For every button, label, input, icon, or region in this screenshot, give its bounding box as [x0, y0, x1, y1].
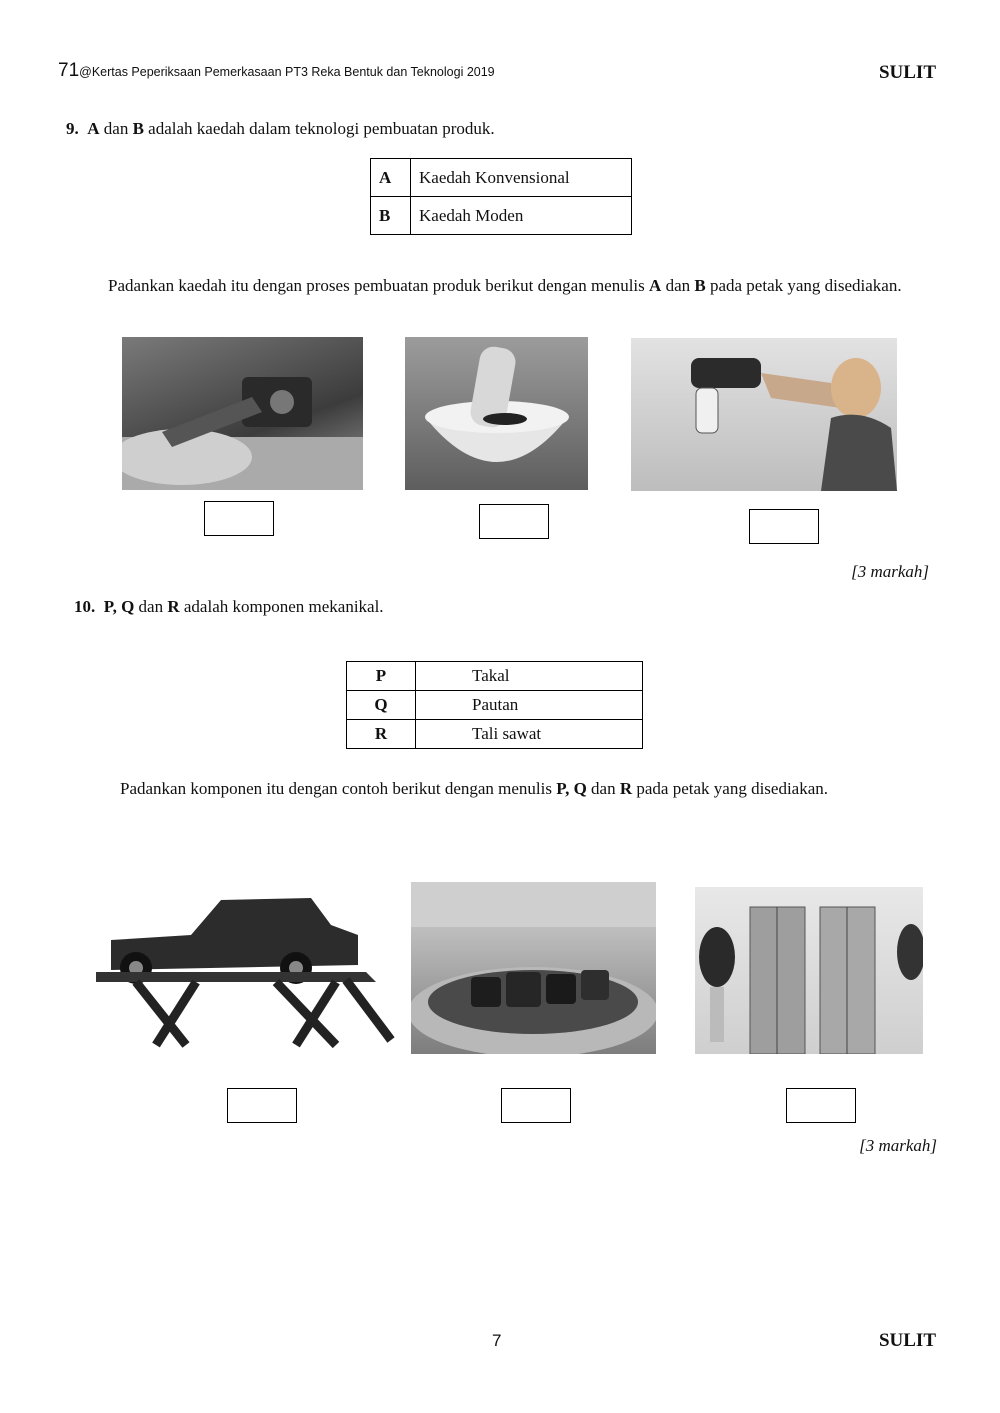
- q9-key-a: A: [371, 159, 411, 197]
- q9-instruction-a: A: [649, 276, 662, 295]
- table-row: [347, 720, 643, 749]
- q10-stem-mid: dan: [134, 597, 168, 616]
- q10-answer-box-3[interactable]: [786, 1088, 856, 1123]
- q10-instruction: [120, 776, 920, 801]
- q10-stem-r: R: [167, 597, 180, 616]
- baggage-carousel-photo: [411, 882, 656, 1054]
- table-row: [371, 159, 632, 197]
- q9-number: 9.: [66, 119, 79, 138]
- q10-value-p: Takal: [416, 662, 643, 691]
- q10-answer-box-1[interactable]: [227, 1088, 297, 1123]
- q10-marks: [3 markah]: [859, 1136, 937, 1155]
- mortar-pestle-photo: [405, 337, 588, 490]
- q10-instruction-part1: Padankan komponen itu dengan contoh berikut dengan menulis: [120, 779, 557, 798]
- q9-answer-box-2[interactable]: [479, 504, 549, 539]
- q9-instruction-part3: pada petak yang disediakan.: [705, 276, 902, 295]
- q10-instruction-part2: dan: [586, 779, 620, 798]
- q9-stem-rest: adalah kaedah dalam teknologi pembuatan produk.: [143, 119, 495, 138]
- q10-stem: [74, 597, 384, 617]
- q10-key-q: Q: [347, 691, 416, 720]
- q9-stem-a: A: [87, 119, 100, 138]
- table-row: [347, 691, 643, 720]
- table-row: [371, 197, 632, 235]
- q10-answer-box-2[interactable]: [501, 1088, 571, 1123]
- header-title: @Kertas Peperiksaan Pemerkasaan PT3 Reka Bentuk dan Teknologi 2019: [79, 65, 495, 79]
- q10-component-table: [346, 661, 643, 749]
- footer-classification: SULIT: [878, 1330, 936, 1351]
- elevator-photo: [695, 887, 923, 1054]
- q10-key-p: P: [347, 662, 416, 691]
- header-page-prefix: 71: [58, 60, 80, 81]
- q9-marks: [3 markah]: [851, 562, 929, 581]
- q9-instruction-part1: Padankan kaedah itu dengan proses pembuatan produk berikut dengan menulis: [108, 276, 650, 295]
- q9-stem-b: B: [132, 119, 144, 138]
- q9-key-b: B: [371, 197, 411, 235]
- q10-stem-pq: P, Q: [103, 597, 135, 616]
- q10-instruction-part3: pada petak yang disediakan.: [632, 779, 829, 798]
- page-header: [58, 60, 495, 82]
- q9-value-b: Kaedah Moden: [411, 197, 632, 235]
- q10-instruction-r: R: [619, 779, 633, 798]
- spray-gun-photo: [631, 338, 897, 491]
- q9-instruction: [108, 273, 928, 298]
- q9-value-a: Kaedah Konvensional: [411, 159, 632, 197]
- q10-value-q: Pautan: [416, 691, 643, 720]
- chainsaw-photo: [122, 337, 363, 490]
- q9-answer-box-3[interactable]: [749, 509, 819, 544]
- q9-stem: [66, 119, 495, 139]
- q9-stem-mid: dan: [99, 119, 133, 138]
- table-row: [347, 662, 643, 691]
- q10-value-r: Tali sawat: [416, 720, 643, 749]
- q10-instruction-pq: P, Q: [556, 779, 587, 798]
- q10-key-r: R: [347, 720, 416, 749]
- header-classification: SULIT: [878, 62, 936, 83]
- q9-method-table: [370, 158, 632, 235]
- q10-stem-rest: adalah komponen mekanikal.: [179, 597, 384, 616]
- truck-lift-photo: [96, 880, 398, 1058]
- page-number: 7: [492, 1331, 502, 1350]
- q10-number: 10.: [74, 597, 96, 616]
- q9-instruction-b: B: [694, 276, 706, 295]
- q9-instruction-part2: dan: [661, 276, 695, 295]
- q9-answer-box-1[interactable]: [204, 501, 274, 536]
